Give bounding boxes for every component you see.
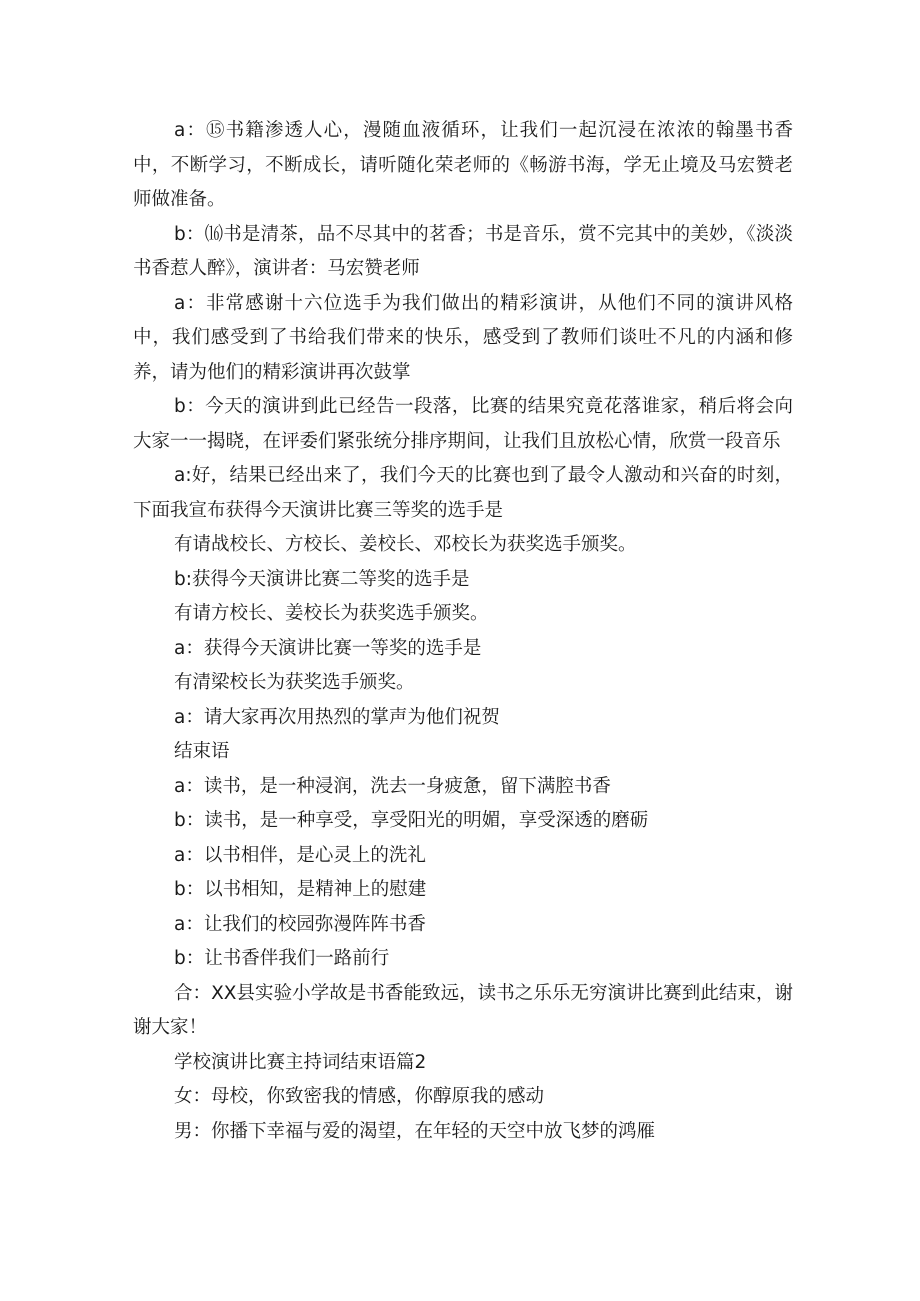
- section-heading-closing: 结束语: [174, 741, 230, 762]
- paragraph-second-prize-presenters: 有请方校长、姜校长为获奖选手颁奖。: [174, 603, 489, 624]
- paragraph-a-15: a：⑮书籍渗透人心，漫随血液循环，让我们一起沉浸在浓浓的翰墨书香中，不断学习，不断成长，请听随化荣老师的《畅游书海，学无止境及马宏赞老师做准备。: [133, 120, 793, 210]
- paragraph-b-second-prize: b:获得今天演讲比赛二等奖的选手是: [174, 568, 470, 590]
- paragraph-b-music: b：今天的演讲到此已经告一段落，比赛的结果究竟花落谁家，稍后将会向大家一一揭晓，在评委们紧张统分排序期间，让我们且放松心情，欣赏一段音乐: [133, 396, 793, 452]
- paragraph-together-ending: 合：XX县实验小学故是书香能致远，读书之乐乐无穷演讲比赛到此结束，谢谢大家！: [133, 982, 793, 1038]
- paragraph-a-companion: a：以书相伴，是心灵上的洗礼: [174, 844, 426, 866]
- document-body: [133, 114, 793, 1149]
- paragraph-b-reading-2: b：读书，是一种享受，享受阳光的明媚，享受深透的磨砺: [174, 810, 649, 831]
- section-heading-part-2: 学校演讲比赛主持词结束语篇2: [174, 1051, 427, 1073]
- paragraph-a-thanks: a：非常感谢十六位选手为我们做出的精彩演讲，从他们不同的演讲风格中，我们感受到了书给我们带来的快乐，感受到了教师们谈吐不凡的内涵和修养，请为他们的精彩演讲再次鼓掌: [133, 292, 793, 383]
- paragraph-b-understanding: b：以书相知，是精神上的慰建: [174, 879, 427, 900]
- paragraph-b-onward: b：让书香伴我们一路前行: [174, 948, 390, 969]
- paragraph-a-third-prize: a:好，结果已经出来了，我们今天的比赛也到了最令人激动和兴奋的时刻，下面我宣布获得今天演讲比赛三等奖的选手是: [133, 465, 793, 521]
- paragraph-a-applause: a：请大家再次用热烈的掌声为他们祝贺: [174, 706, 500, 728]
- paragraph-male-host: 男：你播下幸福与爱的渴望，在年轻的天空中放飞梦的鸿雁: [174, 1120, 656, 1142]
- paragraph-a-first-prize: a：获得今天演讲比赛一等奖的选手是: [174, 637, 482, 659]
- paragraph-third-prize-presenters: 有请战校长、方校长、姜校长、邓校长为获奖选手颁奖。: [174, 534, 637, 555]
- paragraph-female-host: 女：母校，你致密我的情感，你醇原我的感动: [174, 1086, 545, 1107]
- paragraph-a-reading-1: a：读书，是一种浸润，洗去一身疲惫，留下满腔书香: [174, 775, 611, 797]
- paragraph-a-campus: a：让我们的校园弥漫阵阵书香: [174, 913, 426, 935]
- paragraph-b-16: b：⒃书是清茶，品不尽其中的茗香；书是音乐，赏不完其中的美妙，《淡淡书香惹人醉》，演讲者：马宏赞老师: [133, 223, 793, 279]
- paragraph-first-prize-presenters: 有清梁校长为获奖选手颁奖。: [174, 672, 415, 693]
